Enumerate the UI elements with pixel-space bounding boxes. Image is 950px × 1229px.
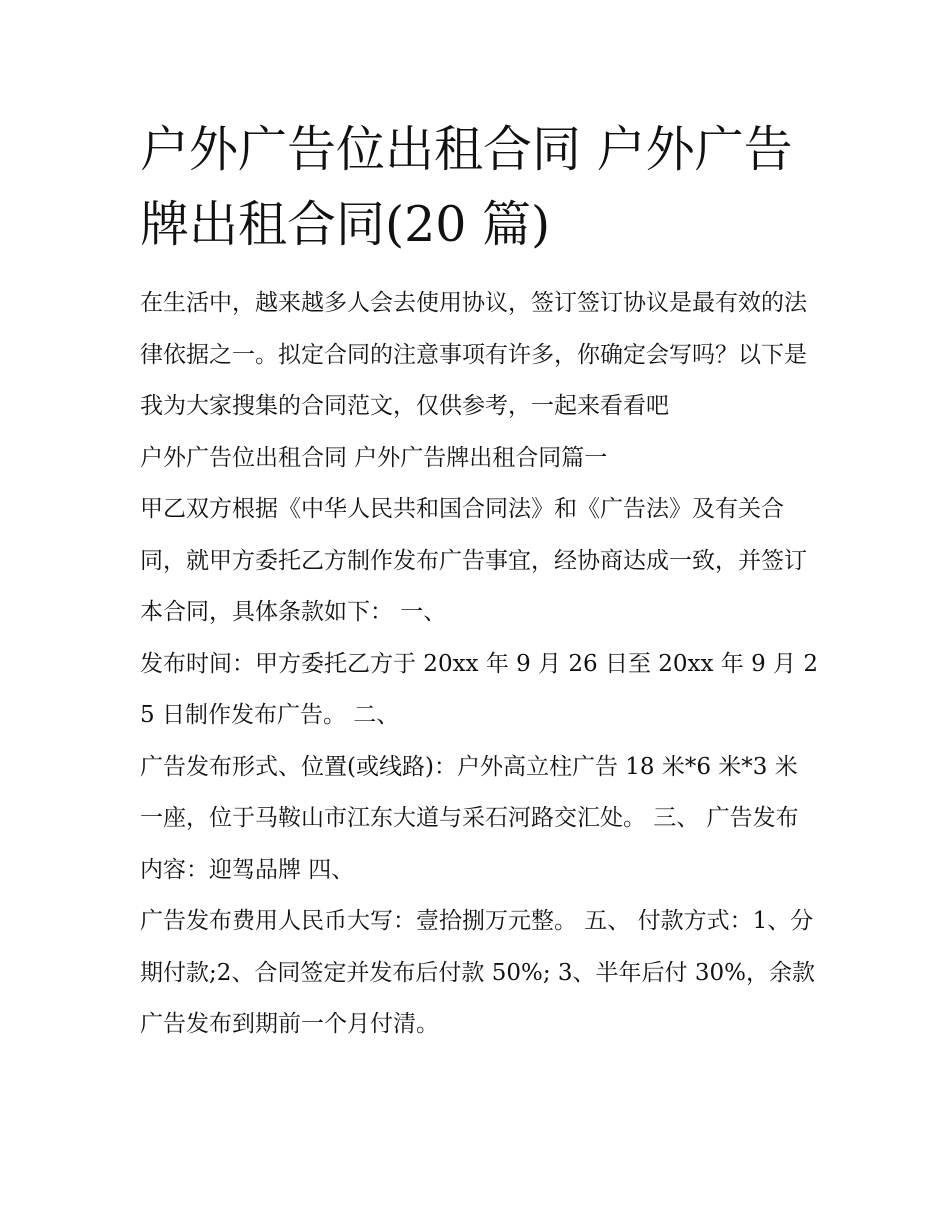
contract-paragraph: 广告发布费用人民币大写：壹拾捌万元整。 五、 付款方式：1、分期付款;2、合同签定并发布后付款 50%; 3、半年后付 30%，余款广告发布到期前一个月付清。 bbox=[140, 908, 815, 1037]
contract-paragraph: 广告发布形式、位置(或线路)：户外高立柱广告 18 米*6 米*3 米一座，位于马鞍山市江东大道与采石河路交汇处。 三、 广告发布内容：迎驾品牌 四、 bbox=[140, 753, 799, 883]
section-heading: 户外广告位出租合同 户外广告牌出租合同篇一 bbox=[140, 444, 608, 471]
document-page bbox=[140, 112, 820, 1051]
title-line-2: 牌出租合同(20 篇) bbox=[140, 196, 551, 253]
contract-paragraph: 甲乙双方根据《中华人民共和国合同法》和《广告法》及有关合同，就甲方委托乙方制作发布广告事宜，经协商达成一致，并签订本合同，具体条款如下： 一、 bbox=[140, 496, 807, 625]
title-line-1: 户外广告位出租合同 户外广告 bbox=[140, 121, 793, 178]
intro-paragraph: 在生活中，越来越多人会去使用协议，签订签订协议是最有效的法律依据之一。拟定合同的注意事项有许多，你确定会写吗？以下是我为大家搜集的合同范文，仅供参考，一起来看看吧 bbox=[140, 290, 807, 419]
contract-paragraph: 发布时间：甲方委托乙方于 20xx 年 9 月 26 日至 20xx 年 9 月 25 日制作发布广告。 二、 bbox=[140, 650, 819, 728]
document-title bbox=[140, 112, 820, 262]
